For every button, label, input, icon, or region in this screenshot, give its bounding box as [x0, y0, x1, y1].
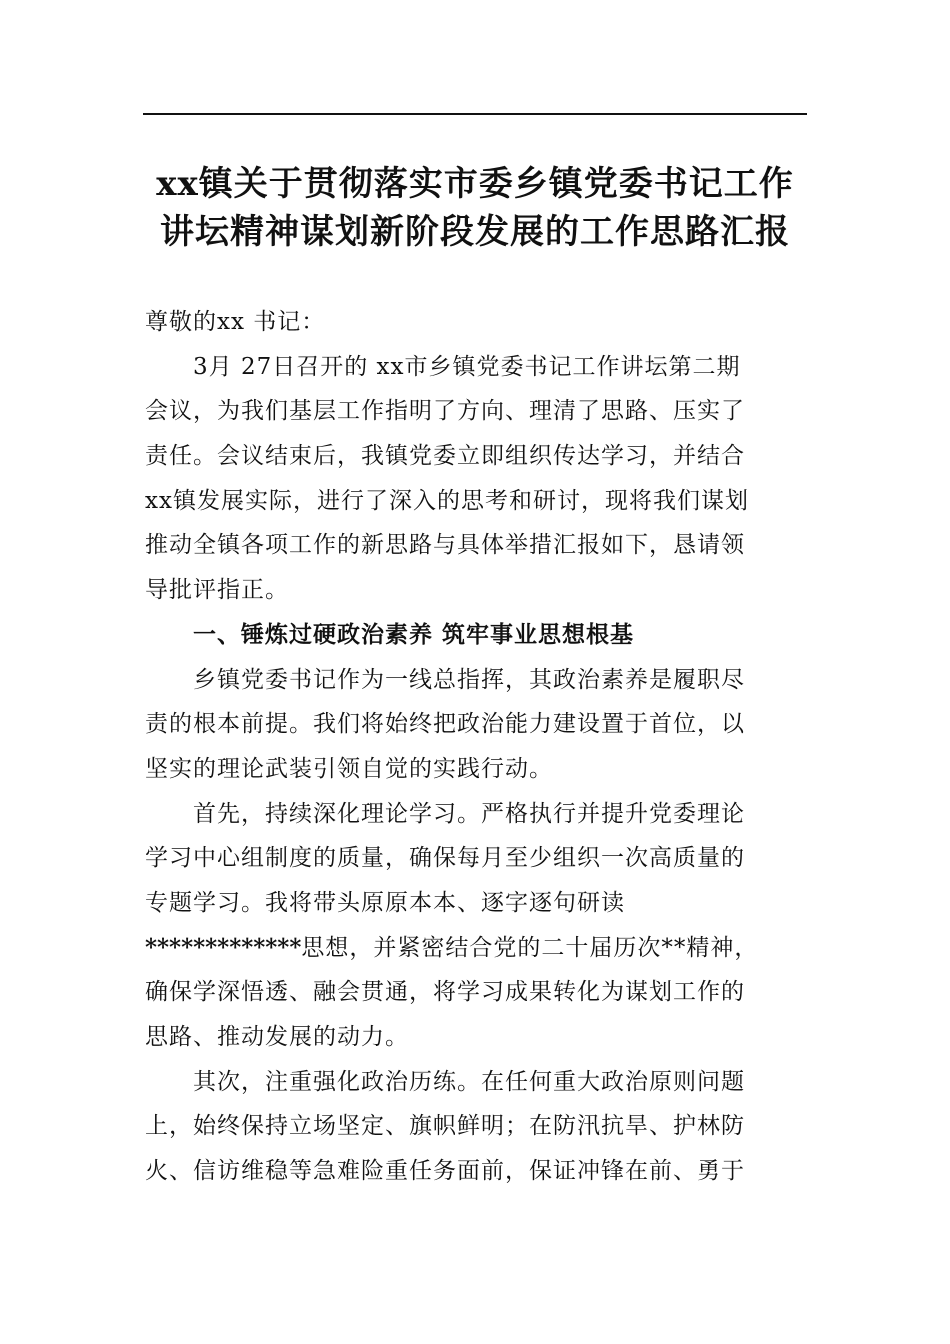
header-rule [143, 113, 807, 115]
paragraph-line: 3月 27日召开的 xx市乡镇党委书记工作讲坛第二期 [193, 353, 741, 380]
redacted-text: ************* [145, 933, 302, 961]
salutation: 尊敬的xx 书记： [145, 309, 326, 335]
paragraph-line: 首先，持续深化理论学习。严格执行并提升党委理论 [193, 800, 745, 827]
paragraph-line: 导批评指正。 [145, 577, 289, 604]
paragraph-line: xx镇发展实际，进行了深入的思考和研讨，现将我们谋划 [145, 487, 749, 514]
paragraph-line: 专题学习。我将带头原原本本、逐字逐句研读 [145, 889, 625, 916]
paragraph-line: 其次，注重强化政治历练。在任何重大政治原则问题 [193, 1068, 745, 1095]
paragraph-line: 火、信访维稳等急难险重任务面前，保证冲锋在前、勇于 [145, 1158, 745, 1185]
paragraph-political-quality [145, 658, 807, 792]
paragraph-line: 会议，为我们基层工作指明了方向、理清了思路、压实了 [145, 398, 745, 425]
section-heading-1: 一、锤炼过硬政治素养 筑牢事业思想根基 [193, 621, 635, 648]
paragraph-line: 责的根本前提。我们将始终把政治能力建设置于首位，以 [145, 711, 745, 738]
paragraph-line: 确保学深悟透、融会贯通，将学习成果转化为谋划工作的 [145, 979, 745, 1006]
title-line-1: xx镇关于贯彻落实市委乡镇党委书记工作 [156, 164, 794, 204]
paragraph-line: 学习中心组制度的质量，确保每月至少组织一次高质量的 [145, 845, 745, 872]
paragraph-line: 上，始终保持立场坚定、旗帜鲜明；在防汛抗旱、护林防 [145, 1113, 745, 1140]
paragraph-theory-study [145, 792, 807, 1060]
title-line-2: 讲坛精神谋划新阶段发展的工作思路汇报 [160, 212, 790, 252]
paragraph-line: 乡镇党委书记作为一线总指挥，其政治素养是履职尽 [193, 666, 745, 693]
paragraph-political-practice [145, 1060, 807, 1194]
document-title [143, 160, 807, 256]
paragraph-intro [145, 345, 807, 613]
paragraph-line-rest: 思想，并紧密结合党的二十届历次**精神， [301, 934, 759, 961]
paragraph-line: 坚实的理论武装引领自觉的实践行动。 [145, 755, 553, 782]
paragraph-line-with-stars [145, 926, 807, 971]
paragraph-line: 推动全镇各项工作的新思路与具体举措汇报如下，恳请领 [145, 532, 745, 559]
paragraph-line: 责任。会议结束后，我镇党委立即组织传达学习，并结合 [145, 443, 745, 470]
document-body [145, 300, 807, 1194]
paragraph-line: 思路、推动发展的动力。 [145, 1024, 409, 1050]
